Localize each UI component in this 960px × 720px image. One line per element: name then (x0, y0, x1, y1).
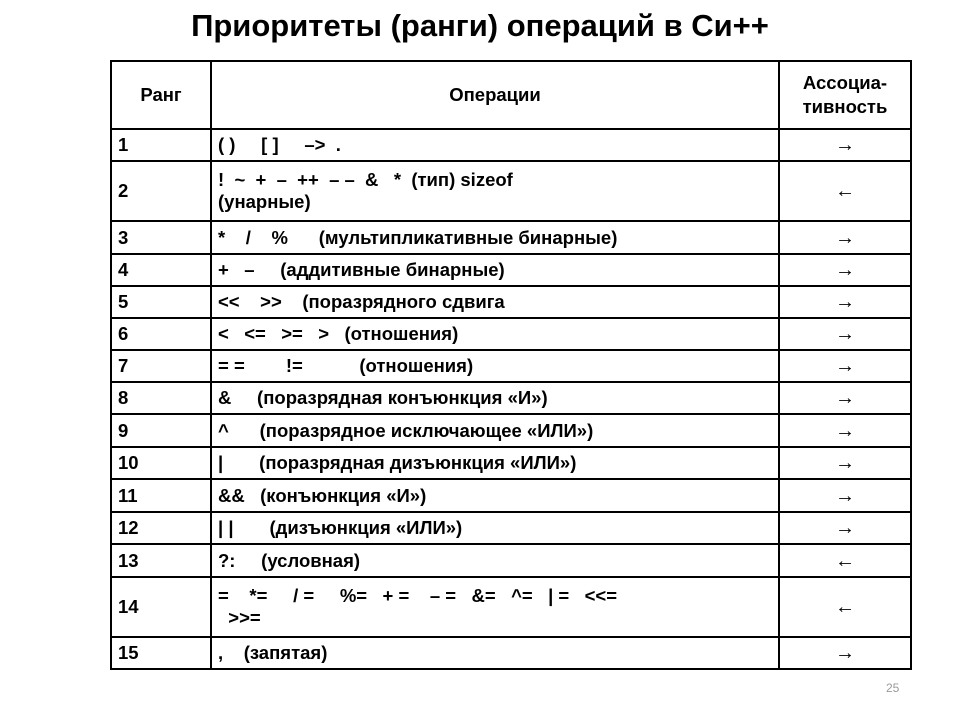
right-arrow-icon: → (779, 286, 911, 318)
rank-cell: 8 (111, 382, 211, 414)
left-arrow-icon: ← (779, 577, 911, 637)
table-row (111, 129, 911, 161)
rank-cell: 9 (111, 414, 211, 447)
right-arrow-icon: → (779, 254, 911, 286)
right-arrow-icon: → (779, 447, 911, 479)
rank-cell: 2 (111, 161, 211, 221)
operator-precedence-table (110, 60, 912, 670)
rank-cell: 1 (111, 129, 211, 161)
operations-cell: ! ~ + – ++ – – & * (тип) sizeof (унарные) (211, 161, 779, 221)
operations-cell: && (конъюнкция «И») (211, 479, 779, 512)
table-row (111, 512, 911, 544)
table-row (111, 286, 911, 318)
slide-title: Приоритеты (ранги) операций в Си++ (191, 8, 769, 43)
table-row (111, 221, 911, 254)
operations-cell: & (поразрядная конъюнкция «И») (211, 382, 779, 414)
rank-cell: 5 (111, 286, 211, 318)
rank-cell: 10 (111, 447, 211, 479)
left-arrow-icon: ← (779, 161, 911, 221)
rank-cell: 15 (111, 637, 211, 669)
operations-cell: , (запятая) (211, 637, 779, 669)
header-operations: Операции (211, 61, 779, 129)
page-number: 25 (886, 681, 900, 695)
operations-cell: = = != (отношения) (211, 350, 779, 382)
operations-cell: ( ) [ ] –> . (211, 129, 779, 161)
right-arrow-icon: → (779, 512, 911, 544)
rank-cell: 14 (111, 577, 211, 637)
right-arrow-icon: → (779, 129, 911, 161)
table-row (111, 318, 911, 350)
table-row (111, 414, 911, 447)
operations-cell: ?: (условная) (211, 544, 779, 577)
operations-cell: = *= / = %= + = – = &= ^= | = <<= >>= (211, 577, 779, 637)
rank-cell: 3 (111, 221, 211, 254)
right-arrow-icon: → (779, 479, 911, 512)
left-arrow-icon: ← (779, 544, 911, 577)
rank-cell: 7 (111, 350, 211, 382)
table-row (111, 544, 911, 577)
table-header-row (111, 61, 911, 129)
operations-cell: | (поразрядная дизъюнкция «ИЛИ») (211, 447, 779, 479)
table-row (111, 254, 911, 286)
right-arrow-icon: → (779, 637, 911, 669)
operations-cell: + – (аддитивные бинарные) (211, 254, 779, 286)
table-row (111, 577, 911, 637)
operations-cell: << >> (поразрядного сдвига (211, 286, 779, 318)
table-row (111, 350, 911, 382)
rank-cell: 11 (111, 479, 211, 512)
table-row (111, 479, 911, 512)
rank-cell: 13 (111, 544, 211, 577)
rank-cell: 6 (111, 318, 211, 350)
operations-cell: < <= >= > (отношения) (211, 318, 779, 350)
header-rank: Ранг (111, 61, 211, 129)
right-arrow-icon: → (779, 382, 911, 414)
right-arrow-icon: → (779, 414, 911, 447)
right-arrow-icon: → (779, 350, 911, 382)
table-row (111, 637, 911, 669)
operations-cell: * / % (мультипликативные бинарные) (211, 221, 779, 254)
header-associativity: Ассоциа-тивность (779, 61, 911, 129)
table-row (111, 382, 911, 414)
table-row (111, 447, 911, 479)
right-arrow-icon: → (779, 221, 911, 254)
rank-cell: 12 (111, 512, 211, 544)
table-row (111, 161, 911, 221)
operations-cell: ^ (поразрядное исключающее «ИЛИ») (211, 414, 779, 447)
right-arrow-icon: → (779, 318, 911, 350)
rank-cell: 4 (111, 254, 211, 286)
operations-cell: | | (дизъюнкция «ИЛИ») (211, 512, 779, 544)
